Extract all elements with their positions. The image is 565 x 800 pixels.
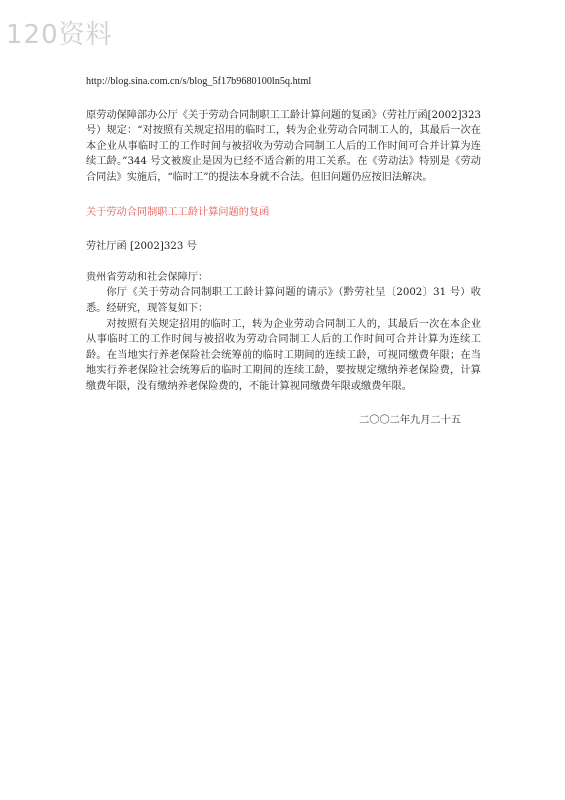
letter-paragraph-1: 你厅《关于劳动合同制职工工龄计算问题的请示》（黔劳社呈〔2002〕31 号）收悉。经研究，现答复如下： [86, 287, 481, 314]
source-url[interactable]: http://blog.sina.com.cn/s/blog_5f17b9680100ln5q.html [86, 76, 312, 87]
document-number: 劳社厅函 [2002]323 号 [86, 241, 197, 253]
document-body [86, 74, 481, 428]
letter-paragraph-2: 对按照有关规定招用的临时工，转为企业劳动合同制工人的，其最后一次在本企业从事临时工的工作时间与被招收为劳动合同制工人后的工作时间可合并计算为连续工龄。在当地实行养老保险社会统筹前的临时工期间的连续工龄，可视同缴费年限；在当地实行养老保险社会统筹后的临时工期间的连续工龄，要按规定缴纳养老保险费，计算缴费年限，没有缴纳养老保险费的，不能计算视同缴费年限或缴费年限。 [86, 318, 481, 392]
letter-date: 二〇〇二年九月二十五 [359, 414, 461, 426]
intro-paragraph: 原劳动保障部办公厅《关于劳动合同制职工工龄计算问题的复函》（劳社厅函[2002]323 号）规定：“对按照有关规定招用的临时工，转为企业劳动合同制工人的，其最后一次在本企业从事临时工的工作时间与被招收为劳动合同制工人后的工作时间可合并计算为连续工龄。”344 号文被废止是因为已经不适合新的用工关系。在《劳动法》特别是《劳动合同法》实施后，“临时工”的提法本身就不合法。但旧问题仍应按旧法解决。 [86, 109, 481, 183]
watermark-logo: 120资料 [6, 20, 113, 50]
addressee: 贵州省劳动和社会保障厅： [86, 271, 209, 283]
letter-title: 关于劳动合同制职工工龄计算问题的复函 [86, 206, 270, 218]
